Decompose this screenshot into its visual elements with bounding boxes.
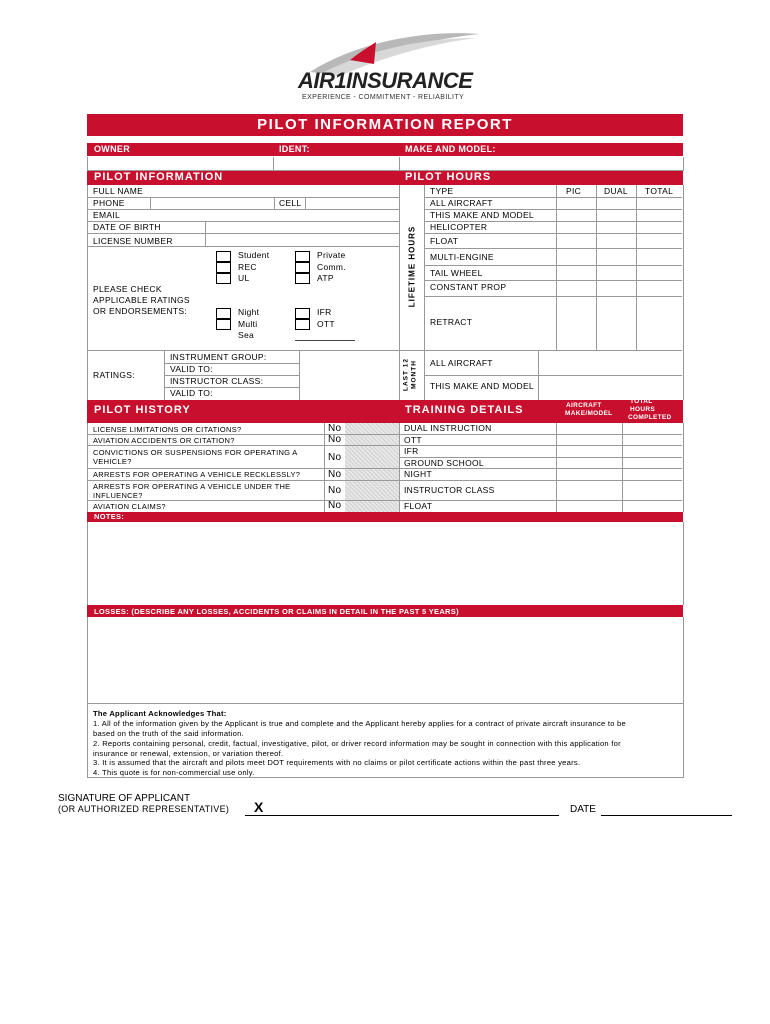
signature-mark: X (254, 799, 264, 815)
rec-checkbox[interactable] (216, 262, 231, 273)
ott-checkbox[interactable] (295, 319, 310, 330)
training-row: NIGHT (404, 469, 432, 479)
date-line[interactable] (601, 815, 732, 816)
other-rating-line[interactable] (295, 340, 355, 341)
full-name-field[interactable] (150, 186, 399, 197)
license-field[interactable] (206, 234, 399, 245)
dob-field[interactable] (205, 222, 399, 233)
hours-row: FLOAT (430, 236, 459, 246)
dob-label: DATE OF BIRTH (93, 222, 161, 232)
cell-field[interactable] (306, 198, 399, 209)
pilot-hours-heading: PILOT HOURS (405, 171, 492, 183)
valid-to-2-label: VALID TO: (170, 388, 213, 398)
atp-label: ATP (317, 273, 334, 283)
col-type: TYPE (430, 186, 454, 196)
signature-line[interactable] (245, 815, 559, 816)
acknowledge-heading: The Applicant Acknowledges That: (93, 709, 227, 718)
last12-label-2: MONTH (410, 360, 418, 389)
acknowledge-line: 2. Reports containing personal, credit, factual, investigative, pilot, or driver record information may be sought in connection with this application for (93, 739, 621, 748)
cell-label: CELL (279, 198, 302, 208)
make-model-label: MAKE AND MODEL: (405, 144, 496, 154)
email-label: EMAIL (93, 210, 121, 220)
private-label: Private (317, 250, 346, 260)
student-checkbox[interactable] (216, 251, 231, 262)
form-title-bar (87, 114, 683, 136)
sea-label: Sea (238, 330, 255, 340)
training-col-total-1: TOTAL (630, 398, 653, 405)
ratings-values-field[interactable] (300, 351, 399, 399)
ratings-prompt-1: PLEASE CHECK (93, 284, 162, 294)
multi-label: Multi (238, 319, 258, 329)
ifr-label: IFR (317, 307, 332, 317)
acknowledge-line: based on the truth of the said information. (93, 729, 244, 738)
multi-checkbox[interactable] (216, 319, 231, 330)
acknowledge-line: 3. It is assumed that the aircraft and pilots meet DOT requirements with no claims or pilot certificate actions within the past three years. (93, 758, 581, 767)
phone-field[interactable] (150, 198, 274, 209)
signature-label: SIGNATURE OF APPLICANT (58, 793, 191, 804)
training-col-total-3: COMPLETED (628, 414, 672, 421)
history-answer[interactable]: No (328, 423, 342, 434)
hours-row: RETRACT (430, 317, 473, 327)
night-checkbox[interactable] (216, 308, 231, 319)
ident-label: IDENT: (279, 144, 310, 154)
acknowledge-line: insurance or renewal, extension, or variation thereof. (93, 749, 284, 758)
full-name-label: FULL NAME (93, 186, 144, 196)
lifetime-hours-label: LIFETIME HOURS (407, 225, 417, 308)
notes-label: NOTES: (94, 512, 125, 521)
ul-checkbox[interactable] (216, 273, 231, 284)
night-label: Night (238, 307, 260, 317)
history-answer[interactable]: No (328, 500, 342, 511)
form-title: PILOT INFORMATION REPORT (257, 116, 513, 133)
comm-label: Comm. (317, 262, 346, 272)
ratings-prompt-3: OR ENDORSEMENTS: (93, 306, 188, 316)
col-pic: PIC (566, 186, 582, 196)
rec-label: REC (238, 262, 257, 272)
history-question-cont: INFLUENCE? (93, 491, 143, 500)
training-row: DUAL INSTRUCTION (404, 423, 492, 433)
owner-header (87, 143, 683, 156)
hours-row: TAIL WHEEL (430, 268, 483, 278)
training-heading: TRAINING DETAILS (405, 404, 524, 416)
notes-header (87, 512, 683, 522)
training-row: GROUND SCHOOL (404, 458, 484, 468)
phone-label: PHONE (93, 198, 125, 208)
history-question-cont: VEHICLE? (93, 457, 132, 466)
training-row: OTT (404, 435, 422, 445)
history-question: AVIATION CLAIMS? (93, 502, 166, 511)
signature-sub-label: (OR AUTHORIZED REPRESENTATIVE) (58, 804, 230, 814)
training-col-aircraft-1: AIRCRAFT (566, 402, 602, 409)
training-row: FLOAT (404, 501, 433, 511)
history-question: CONVICTIONS OR SUSPENSIONS FOR OPERATING A (93, 448, 298, 457)
hours-row: ALL AIRCRAFT (430, 198, 493, 208)
history-answer[interactable]: No (328, 469, 342, 480)
ul-label: UL (238, 273, 250, 283)
ratings-label: RATINGS: (93, 370, 135, 380)
hours-row: HELICOPTER (430, 222, 488, 232)
private-checkbox[interactable] (295, 251, 310, 262)
col-total: TOTAL (645, 186, 674, 196)
logo-brand: AIR1INSURANCE (298, 68, 473, 93)
acknowledge-line: 4. This quote is for non-commercial use only. (93, 768, 255, 777)
email-field[interactable] (150, 210, 399, 221)
notes-textarea[interactable] (87, 522, 684, 605)
owner-input-row[interactable] (87, 157, 684, 171)
history-question: ARRESTS FOR OPERATING A VEHICLE UNDER THE (93, 482, 291, 491)
acknowledge-line: 1. All of the information given by the Applicant is true and complete and the Applicant hereby applies for a contract of private aircraft insurance to be (93, 719, 626, 728)
pilot-info-heading: PILOT INFORMATION (94, 171, 224, 183)
history-answer[interactable]: No (328, 434, 342, 445)
atp-checkbox[interactable] (295, 273, 310, 284)
pilot-history-heading: PILOT HISTORY (94, 404, 191, 416)
col-dual: DUAL (604, 186, 628, 196)
comm-checkbox[interactable] (295, 262, 310, 273)
hours-row: MULTI-ENGINE (430, 252, 494, 262)
training-col-aircraft-2: MAKE/MODEL (565, 410, 613, 417)
hours-row: CONSTANT PROP (430, 282, 507, 292)
license-label: LICENSE NUMBER (93, 236, 173, 246)
last12-row: ALL AIRCRAFT (430, 358, 493, 368)
training-row: INSTRUCTOR CLASS (404, 485, 495, 495)
instructor-class-label: INSTRUCTOR CLASS: (170, 376, 264, 386)
history-answer[interactable]: No (328, 485, 342, 496)
history-question: ARRESTS FOR OPERATING A VEHICLE RECKLESSLY? (93, 470, 301, 479)
logo-tagline: EXPERIENCE - COMMITMENT - RELIABILITY (302, 94, 465, 101)
losses-label: LOSSES: (DESCRIBE ANY LOSSES, ACCIDENTS OR CLAIMS IN DETAIL IN THE PAST 5 YEARS) (94, 607, 459, 616)
ott-label: OTT (317, 319, 335, 329)
training-col-total-2: HOURS (630, 406, 655, 413)
owner-label: OWNER (94, 144, 130, 154)
student-label: Student (238, 250, 270, 260)
history-answer[interactable]: No (328, 452, 342, 463)
instrument-group-label: INSTRUMENT GROUP: (170, 352, 267, 362)
training-row: IFR (404, 446, 419, 456)
history-question: AVIATION ACCIDENTS OR CITATION? (93, 436, 235, 445)
losses-textarea[interactable] (87, 617, 684, 704)
hours-row: THIS MAKE AND MODEL (430, 210, 534, 220)
history-question: LICENSE LIMITATIONS OR CITATIONS? (93, 425, 242, 434)
ifr-checkbox[interactable] (295, 308, 310, 319)
date-label: DATE (570, 804, 596, 815)
last12-row: THIS MAKE AND MODEL (430, 381, 534, 391)
last12-label-1: LAST 12 (402, 358, 410, 392)
company-logo (290, 30, 490, 105)
valid-to-1-label: VALID TO: (170, 364, 213, 374)
ratings-prompt-2: APPLICABLE RATINGS (93, 295, 190, 305)
